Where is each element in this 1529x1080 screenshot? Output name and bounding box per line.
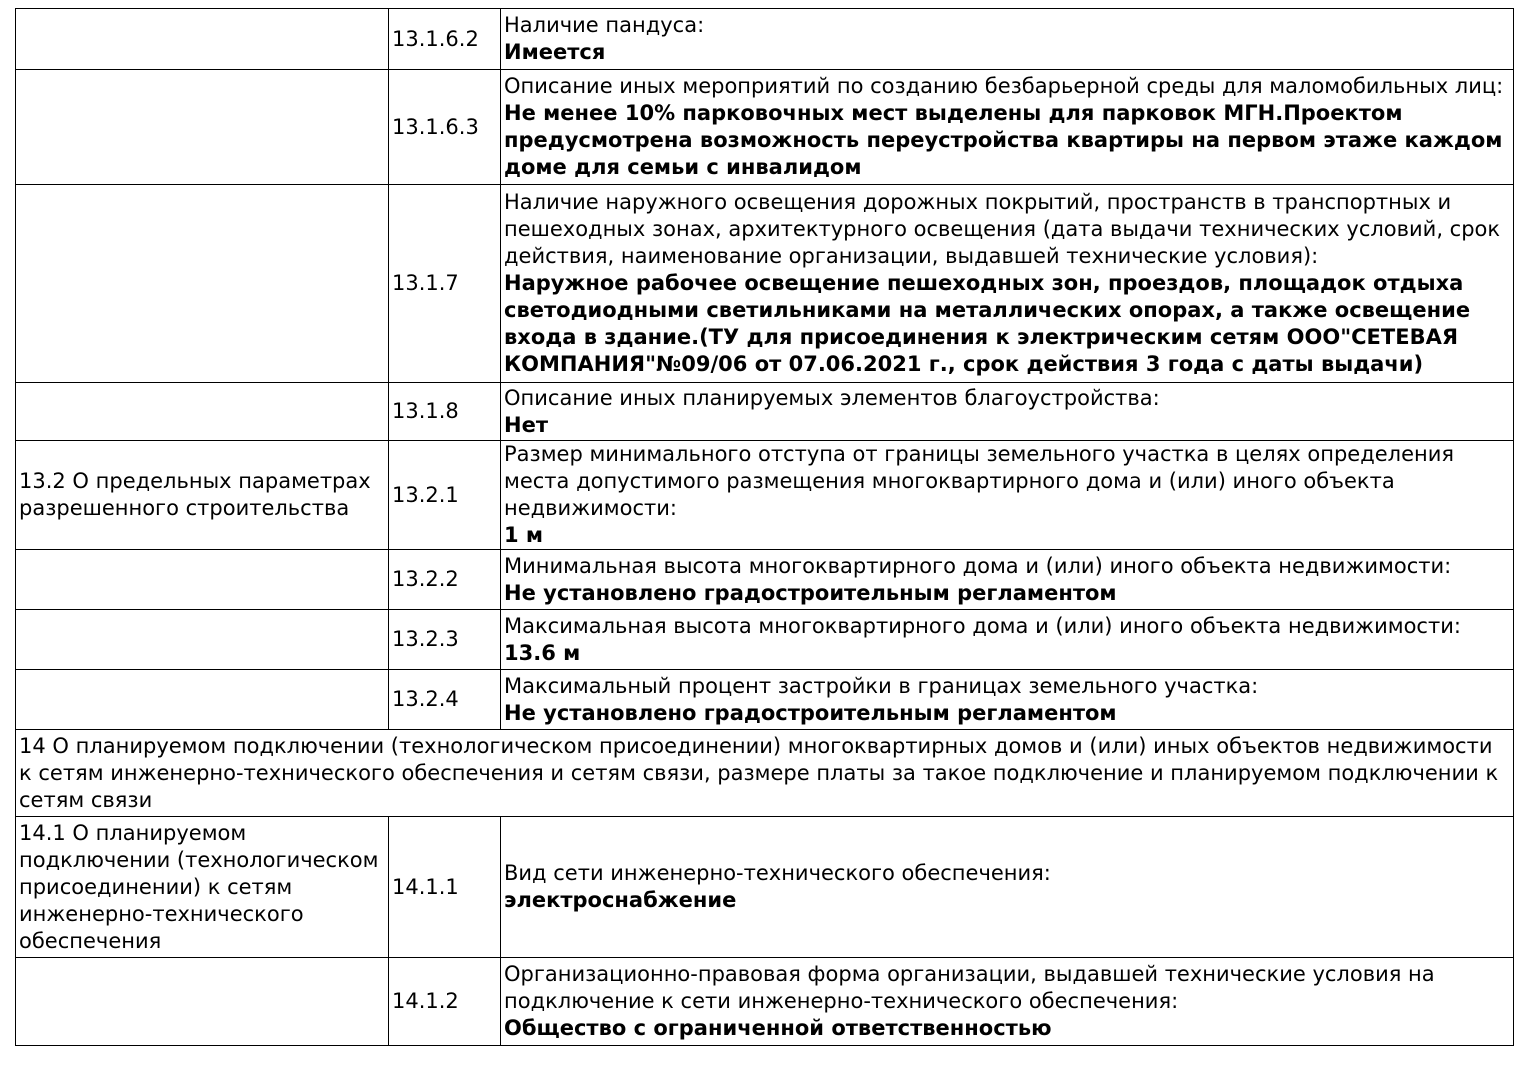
- item-value: Имеется: [504, 40, 606, 64]
- table-row: [16, 610, 1514, 670]
- section-cell: [16, 550, 389, 610]
- section-title: 13.2 О предельных параметрах разрешенного строительства: [16, 441, 389, 550]
- item-label: Вид сети инженерно-технического обеспечения:: [504, 861, 1051, 885]
- item-content: [501, 185, 1514, 383]
- item-content: [501, 9, 1514, 70]
- declaration-table: [15, 8, 1514, 1046]
- item-label: Описание иных мероприятий по созданию безбарьерной среды для маломобильных лиц:: [504, 74, 1504, 98]
- table-row: [16, 441, 1514, 550]
- section-cell: [16, 70, 389, 185]
- item-label: Организационно-правовая форма организации, выдавшей технические условия на подключение к сети инженерно-технического обеспечения:: [504, 962, 1435, 1013]
- table-row: [16, 185, 1514, 383]
- item-value: Не менее 10% парковочных мест выделены для парковок МГН.Проектом предусмотрена возможность переустройства квартиры на первом этаже каждом доме для семьи с инвалидом: [504, 101, 1503, 179]
- item-code: 13.1.7: [389, 185, 501, 383]
- item-label: Минимальная высота многоквартирного дома и (или) иного объекта недвижимости:: [504, 553, 1452, 578]
- section-title: 14.1 О планируемом подключении (технологическом присоединении) к сетям инженерно-технического обеспечения: [16, 817, 389, 958]
- item-content: [501, 383, 1514, 441]
- item-label: Описание иных планируемых элементов благоустройства:: [504, 385, 1160, 410]
- item-content: [501, 441, 1514, 550]
- section-cell: [16, 185, 389, 383]
- item-value: Общество с ограниченной ответственностью: [504, 1016, 1052, 1040]
- item-code: 13.1.6.3: [389, 70, 501, 185]
- item-code: 13.2.3: [389, 610, 501, 670]
- item-label: Максимальная высота многоквартирного дома и (или) иного объекта недвижимости:: [504, 613, 1461, 638]
- table-row: [16, 958, 1514, 1046]
- section-cell: [16, 383, 389, 441]
- item-code: 14.1.2: [389, 958, 501, 1046]
- section-heading: 14 О планируемом подключении (технологическом присоединении) многоквартирных домов и (или) иных объектов недвижимости к сетям инженерно-технического обеспечения и сетям связи, размере платы за такое подключение и планируемом подключении к сетям связи: [16, 730, 1514, 817]
- item-label: Наличие наружного освещения дорожных покрытий, пространств в транспортных и пешеходных зонах, архитектурного освещения (дата выдачи технических условий, срок действия, наименование организации, выдавшей технические условия):: [504, 190, 1501, 268]
- section-cell: [16, 670, 389, 730]
- table-row: [16, 70, 1514, 185]
- item-content: [501, 610, 1514, 670]
- item-content: [501, 70, 1514, 185]
- section-cell: [16, 610, 389, 670]
- item-label: Максимальный процент застройки в границах земельного участка:: [504, 673, 1259, 698]
- item-code: 13.1.8: [389, 383, 501, 441]
- item-code: 13.2.2: [389, 550, 501, 610]
- item-content: [501, 817, 1514, 958]
- item-value: Нет: [504, 412, 548, 437]
- item-content: [501, 670, 1514, 730]
- item-code: 14.1.1: [389, 817, 501, 958]
- item-label: Размер минимального отступа от границы земельного участка в целях определения места допустимого размещения многоквартирного дома и (или) иного объекта недвижимости:: [504, 442, 1454, 520]
- item-code: 13.1.6.2: [389, 9, 501, 70]
- item-value: 13.6 м: [504, 640, 581, 665]
- item-label: Наличие пандуса:: [504, 13, 705, 37]
- table-row: [16, 9, 1514, 70]
- table-row: [16, 670, 1514, 730]
- section-cell: [16, 958, 389, 1046]
- item-content: [501, 550, 1514, 610]
- table-row: [16, 383, 1514, 441]
- table-row: [16, 817, 1514, 958]
- item-value: Не установлено градостроительным регламентом: [504, 580, 1117, 605]
- item-value: Наружное рабочее освещение пешеходных зон, проездов, площадок отдыха светодиодными светильниками на металлических опорах, а также освещение входа в здание.(ТУ для присоединения к электрическим сетям ООО"СЕТЕВАЯ КОМПАНИЯ"№09/06 от 07.06.2021 г., срок действия 3 года с даты выдачи): [504, 271, 1471, 376]
- item-value: электроснабжение: [504, 888, 737, 912]
- item-code: 13.2.4: [389, 670, 501, 730]
- section-cell: [16, 9, 389, 70]
- item-value: Не установлено градостроительным регламентом: [504, 700, 1117, 725]
- item-content: [501, 958, 1514, 1046]
- item-code: 13.2.1: [389, 441, 501, 550]
- section-heading-row: [16, 730, 1514, 817]
- item-value: 1 м: [504, 523, 544, 547]
- table-row: [16, 550, 1514, 610]
